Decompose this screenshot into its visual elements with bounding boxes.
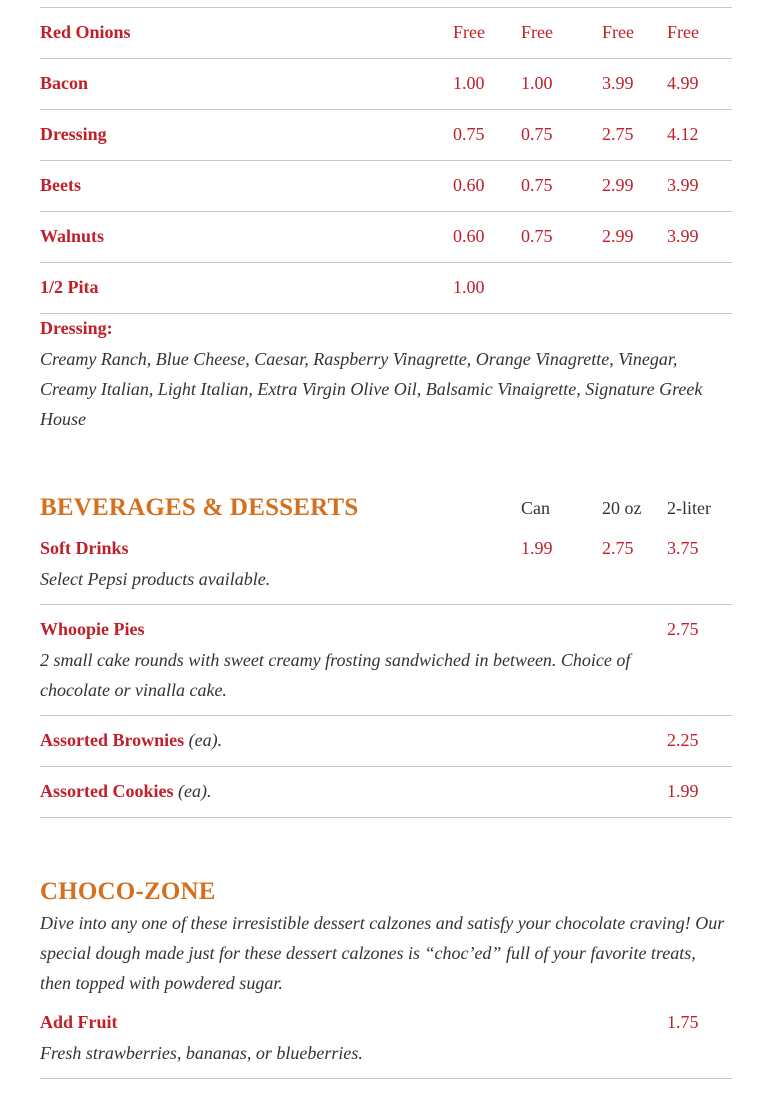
price: 0.75 [521,124,553,144]
column-header-2liter: 2-liter [667,498,711,518]
column-header-can: Can [521,498,550,518]
price: 1.00 [521,73,553,93]
section-title-beverages: BEVERAGES & DESSERTS [40,494,359,521]
price: 3.99 [602,73,634,93]
divider [40,160,732,161]
price: 3.99 [667,175,699,195]
section-intro: Dive into any one of these irresistible dessert calzones and satisfy your chocolate craving! Our special dough made just for these dessert calzones is “choc’ed” full of your favorite treats, then topped with powdered sugar. [40,913,725,993]
item-name: 1/2 Pita [40,277,99,297]
price: 2.99 [602,226,634,246]
item-name: Add Fruit [40,1012,118,1032]
item-name: Beets [40,175,81,195]
item-name: Dressing [40,124,107,144]
divider [40,817,732,818]
price: Free [521,22,553,42]
item-description: Select Pepsi products available. [40,569,271,589]
section-title-choco-zone: CHOCO-ZONE [40,878,216,905]
price: 0.75 [453,124,485,144]
divider [40,1078,732,1079]
item-name: Assorted Brownies [40,730,185,750]
divider [40,766,732,767]
price: 3.99 [667,226,699,246]
price: 0.75 [521,226,553,246]
price: 2.99 [602,175,634,195]
item-description: Fresh strawberries, bananas, or blueberries. [40,1043,363,1063]
price: 2.75 [602,124,634,144]
price: 0.75 [521,175,553,195]
item-unit: (ea). [188,730,223,750]
price: Free [453,22,485,42]
price: 1.99 [667,781,699,801]
price: 2.75 [602,538,634,558]
item-name: Whoopie Pies [40,619,145,639]
price: 4.12 [667,124,699,144]
divider [40,109,732,110]
item-name: Red Onions [40,22,131,42]
item-name: Soft Drinks [40,538,129,558]
price: 3.75 [667,538,699,558]
item-name: Assorted Cookies [40,781,174,801]
divider [40,7,732,8]
price: 4.99 [667,73,699,93]
price: Free [667,22,699,42]
divider [40,313,732,314]
price: 1.75 [667,1012,699,1032]
item-name: Walnuts [40,226,105,246]
divider [40,604,732,605]
price: 0.60 [453,175,485,195]
item-name: Bacon [40,73,89,93]
divider [40,715,732,716]
divider [40,211,732,212]
item-unit: (ea). [178,781,212,801]
price: 1.00 [453,73,485,93]
price: 0.60 [453,226,485,246]
price: 1.00 [453,277,485,297]
column-header-20oz: 20 oz [602,498,642,518]
dressing-heading: Dressing: [40,318,113,338]
price: 2.75 [667,619,699,639]
price: Free [602,22,634,42]
dressing-list: Creamy Ranch, Blue Cheese, Caesar, Raspberry Vinagrette, Orange Vinagrette, Vinegar, Creamy Italian, Light Italian, Extra Virgin Olive Oil, Balsamic Vinaigrette, Signature Greek House [40,349,703,429]
divider [40,58,732,59]
price: 1.99 [521,538,553,558]
item-description: 2 small cake rounds with sweet creamy frosting sandwiched in between. Choice of chocolate or vinalla cake. [40,650,631,700]
price: 2.25 [667,730,699,750]
divider [40,262,732,263]
